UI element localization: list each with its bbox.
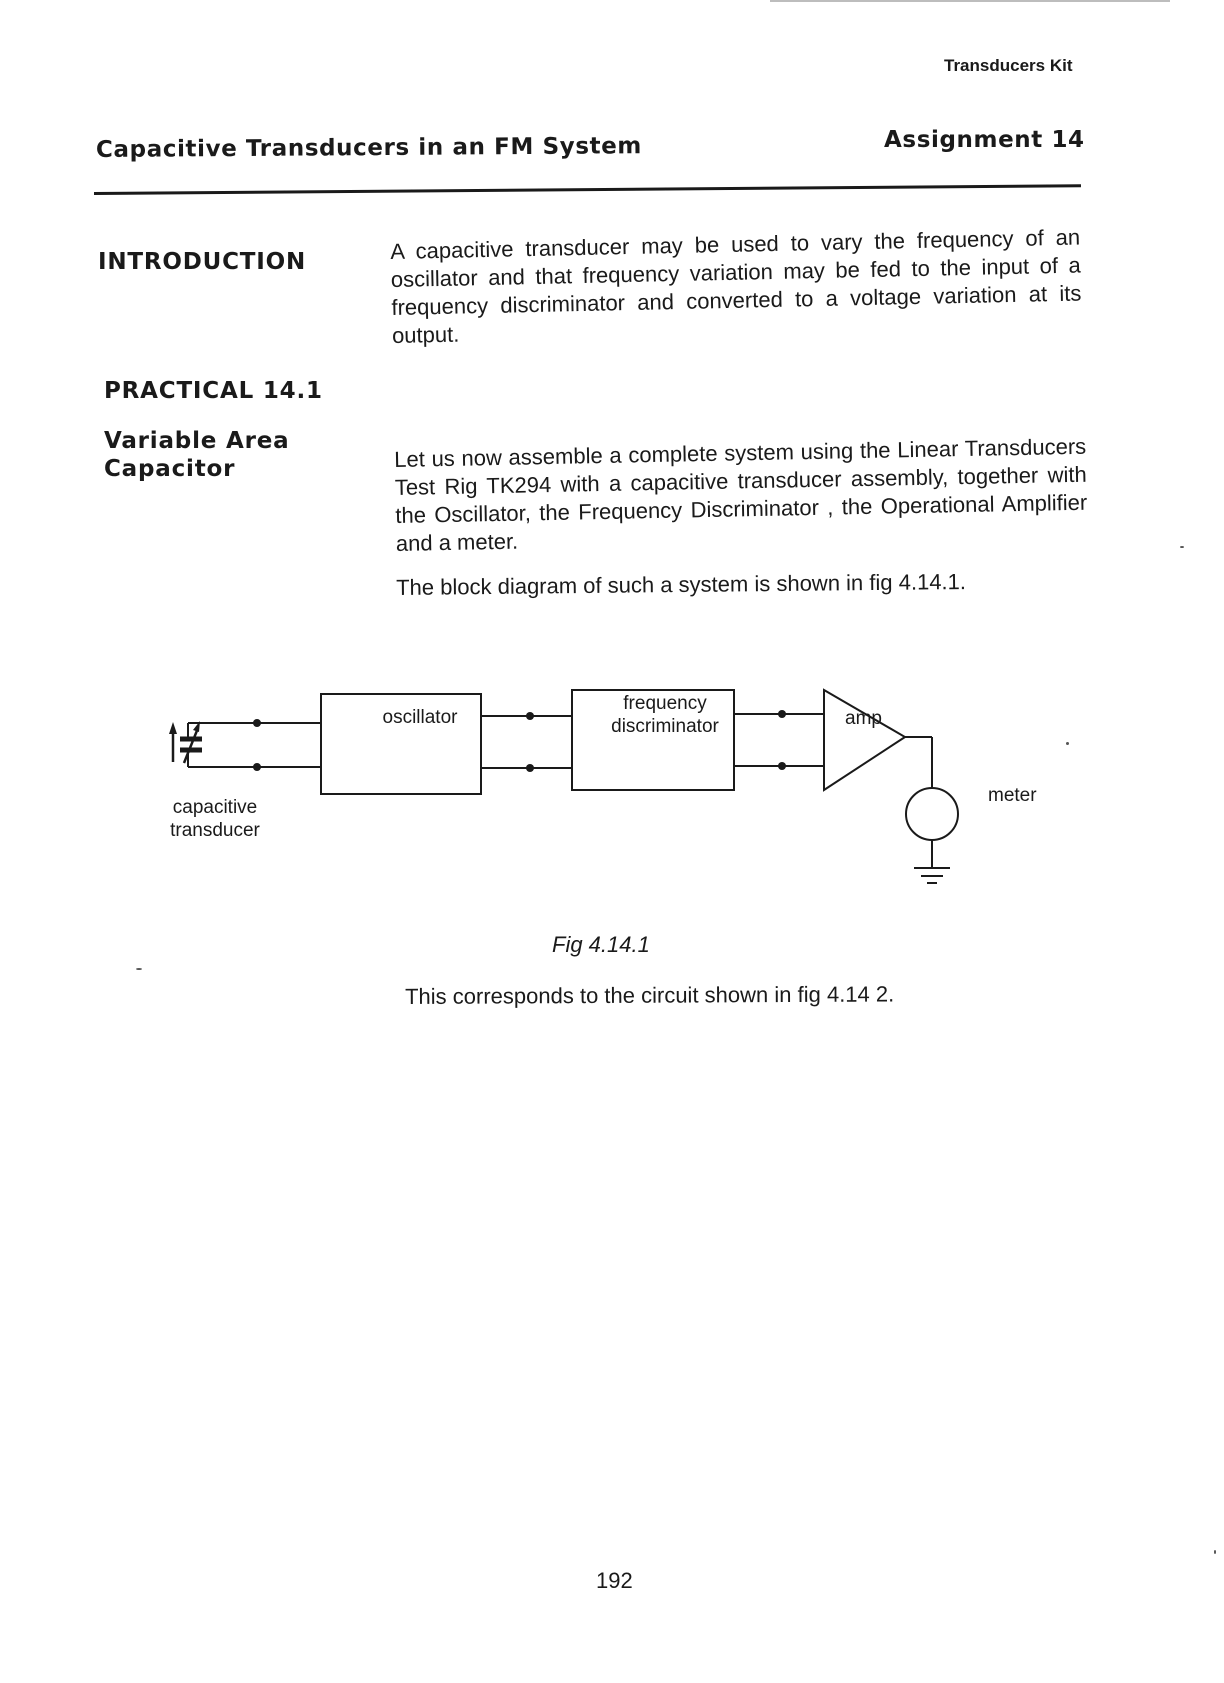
block-diagram [150, 650, 1070, 910]
practical-heading: PRACTICAL 14.1 [104, 378, 323, 404]
amp-label: amp [845, 708, 882, 729]
figure-caption: Fig 4.14.1 [552, 932, 650, 957]
scan-speck [1180, 546, 1184, 548]
block-diagram-intro-text: The block diagram of such a system is shown in fig 4.14.1. [396, 569, 967, 600]
ground-symbol [914, 868, 950, 883]
assemble-system-text: Let us now assemble a complete system using the Linear Transducers Test Rig TK294 with a capacitive transducer assembly, together with the Oscillator, the Frequency Discriminator , the Operational Amplifier and a meter. [394, 433, 1088, 556]
scan-speck [136, 968, 142, 970]
block-diagram-drawing [150, 650, 1070, 910]
introduction-heading: INTRODUCTION [98, 249, 307, 275]
capacitive-transducer-label [150, 796, 280, 842]
variable-area-heading: Variable Area Capacitor [104, 428, 290, 482]
frequency-label-line2: discriminator [611, 716, 719, 737]
top-edge-rule [770, 0, 1170, 2]
document-title: Capacitive Transducers in an FM System [95, 133, 643, 163]
capacitor-symbol [169, 721, 208, 767]
assignment-number: Assignment 14 [884, 127, 1085, 153]
meter-label: meter [988, 785, 1037, 806]
frequency-label-line1: frequency [623, 693, 707, 714]
kit-name: Transducers Kit [944, 56, 1073, 75]
capacitive-label-line2: transducer [170, 820, 260, 841]
page-number: 192 [596, 1568, 633, 1593]
amplifier-triangle [824, 690, 905, 790]
header-divider [94, 184, 1081, 195]
meter-circle [906, 788, 958, 840]
capacitive-label-line1: capacitive [172, 797, 258, 818]
scan-speck [1066, 742, 1069, 745]
scan-speck [1214, 1550, 1216, 1554]
introduction-text: A capacitive transducer may be used to vary the frequency of an oscillator and that frequency variation may be fed to the input of a frequency discriminator and converted to a voltage variation at its output. [390, 224, 1082, 348]
frequency-discriminator-label [580, 692, 750, 738]
oscillator-label: oscillator [382, 707, 458, 728]
corresponds-text: This corresponds to the circuit shown in fig 4.14 2. [405, 981, 895, 1009]
